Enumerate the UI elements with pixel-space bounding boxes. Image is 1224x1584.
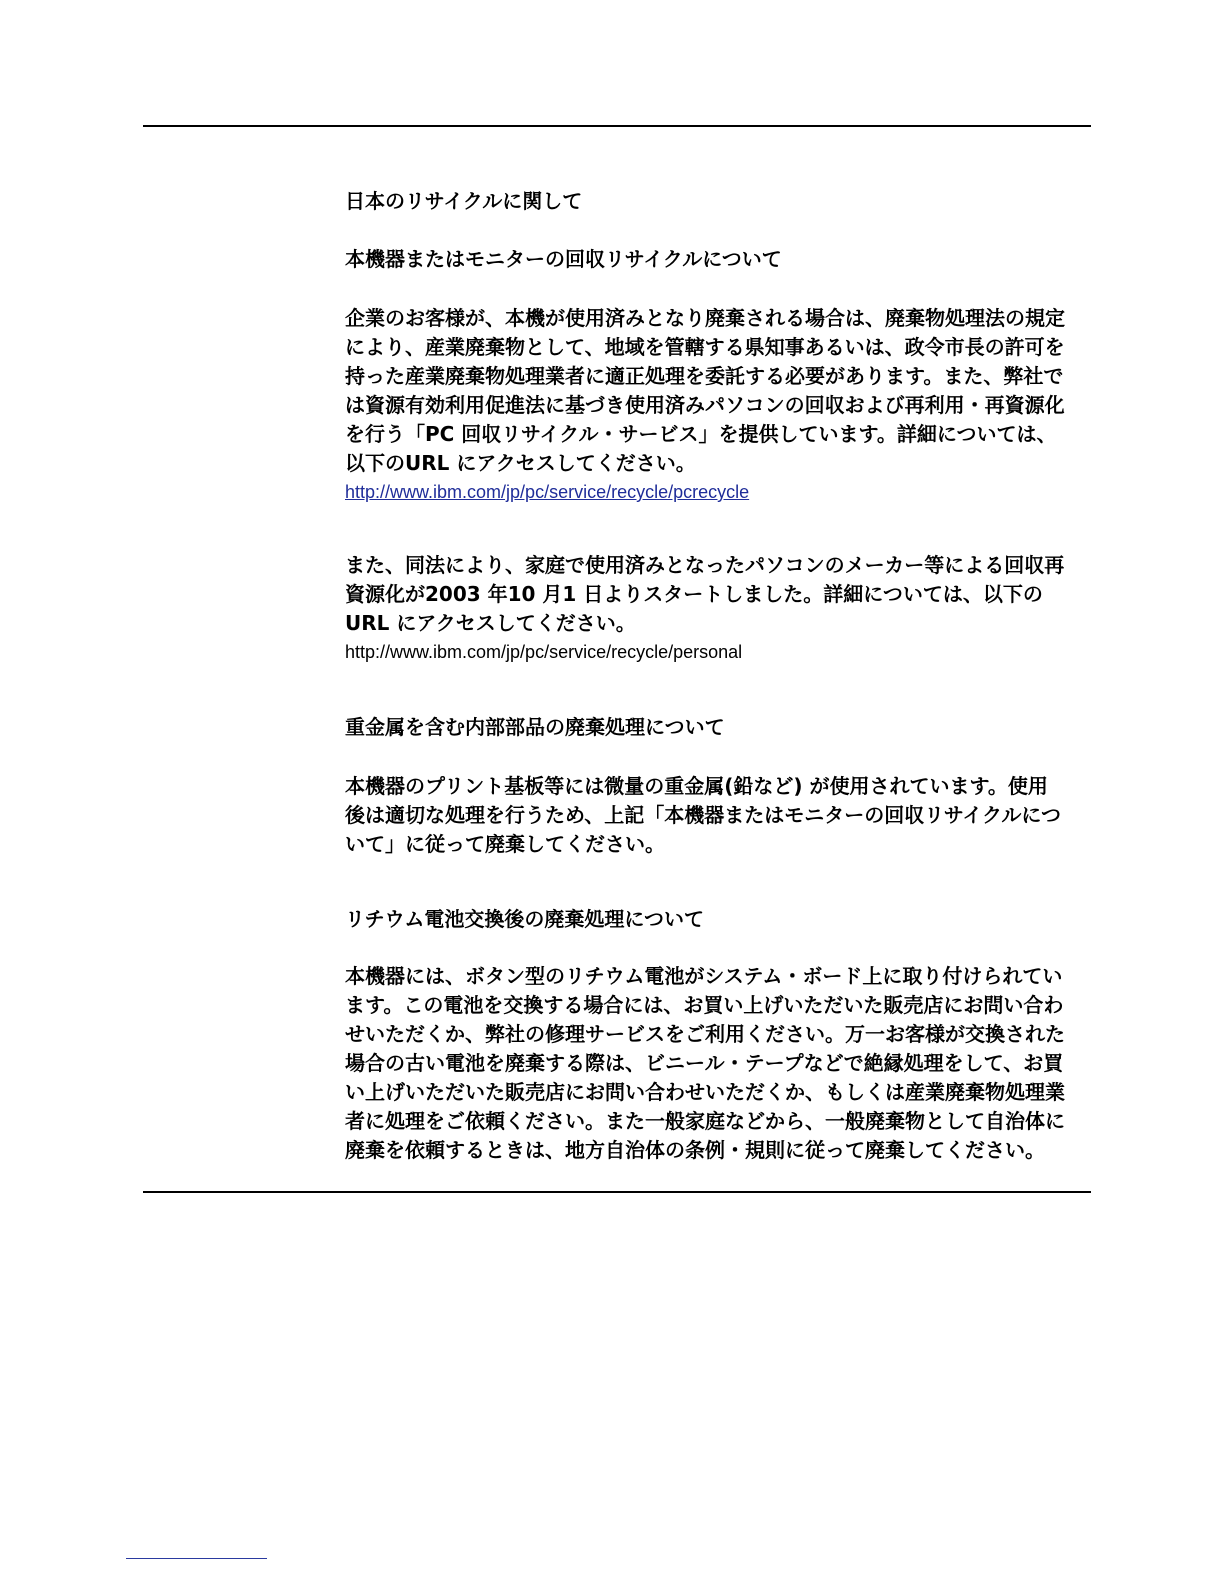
paragraph-line: いて」に従って廃棄してください。 <box>345 832 665 856</box>
home-recycle-paragraph <box>345 551 1091 667</box>
personal-recycle-url: http://www.ibm.com/jp/pc/service/recycle/personal <box>345 642 743 662</box>
paragraph-line: また、同法により、家庭で使用済みとなったパソコンのメーカー等による回収再 <box>345 553 1065 577</box>
paragraph-line: 場合の古い電池を廃棄する際は、ビニール・テープなどで絶縁処理をして、お買 <box>345 1051 1064 1075</box>
paragraph-line: 資源化が2003 年10 月1 日よりスタートしました。詳細については、以下の <box>345 582 1043 606</box>
lithium-paragraph <box>345 962 1091 1165</box>
bottom-divider <box>143 1191 1091 1193</box>
paragraph-line: 者に処理をご依頼ください。また一般家庭などから、一般廃棄物として自治体に <box>345 1109 1065 1133</box>
recycling-notice <box>345 186 1091 1165</box>
paragraph-line: 以下のURL にアクセスしてください。 <box>345 451 696 475</box>
paragraph-line: せいただくか、弊社の修理サービスをご利用ください。万一お客様が交換された <box>345 1022 1065 1046</box>
paragraph-line: を行う「PC 回収リサイクル・サービス」を提供しています。詳細については、 <box>345 422 1057 446</box>
heavy-metal-heading: 重金属を含む内部部品の廃棄処理について <box>345 715 725 739</box>
heavy-metal-paragraph <box>345 772 1091 859</box>
pcrecycle-link[interactable]: http://www.ibm.com/jp/pc/service/recycle/pcrecycle <box>345 482 750 502</box>
lithium-heading: リチウム電池交換後の廃棄処理について <box>345 907 704 931</box>
paragraph-line: い上げいただいた販売店にお問い合わせいただくか、もしくは産業廃棄物処理業 <box>345 1080 1065 1104</box>
paragraph-line: ます。この電池を交換する場合には、お買い上げいただいた販売店にお問い合わ <box>345 993 1064 1017</box>
paragraph-line: は資源有効利用促進法に基づき使用済みパソコンの回収および再利用・再資源化 <box>345 393 1065 417</box>
paragraph-line: 企業のお客様が、本機が使用済みとなり廃棄される場合は、廃棄物処理法の規定 <box>345 306 1065 330</box>
paragraph-line: 後は適切な処理を行うため、上記「本機器またはモニターの回収リサイクルにつ <box>345 803 1061 827</box>
paragraph-line: 本機器には、ボタン型のリチウム電池がシステム・ボード上に取り付けられてい <box>345 964 1063 988</box>
paragraph-line: 持った産業廃棄物処理業者に適正処理を委託する必要があります。また、弊社で <box>345 364 1064 388</box>
paragraph-line: 廃棄を依頼するときは、地方自治体の条例・規則に従って廃棄してください。 <box>345 1138 1045 1162</box>
paragraph-line: により、産業廃棄物として、地域を管轄する県知事あるいは、政令市長の許可を <box>345 335 1065 359</box>
business-recycle-paragraph <box>345 304 1091 507</box>
paragraph-line: 本機器のプリント基板等には微量の重金属(鉛など) が使用されています。使用 <box>345 774 1048 798</box>
recycle-heading: 本機器またはモニターの回収リサイクルについて <box>345 247 782 271</box>
paragraph-line: URL にアクセスしてください。 <box>345 611 636 635</box>
top-divider <box>143 125 1091 127</box>
footnote-divider <box>126 1558 267 1559</box>
section-title: 日本のリサイクルに関して <box>345 189 583 213</box>
